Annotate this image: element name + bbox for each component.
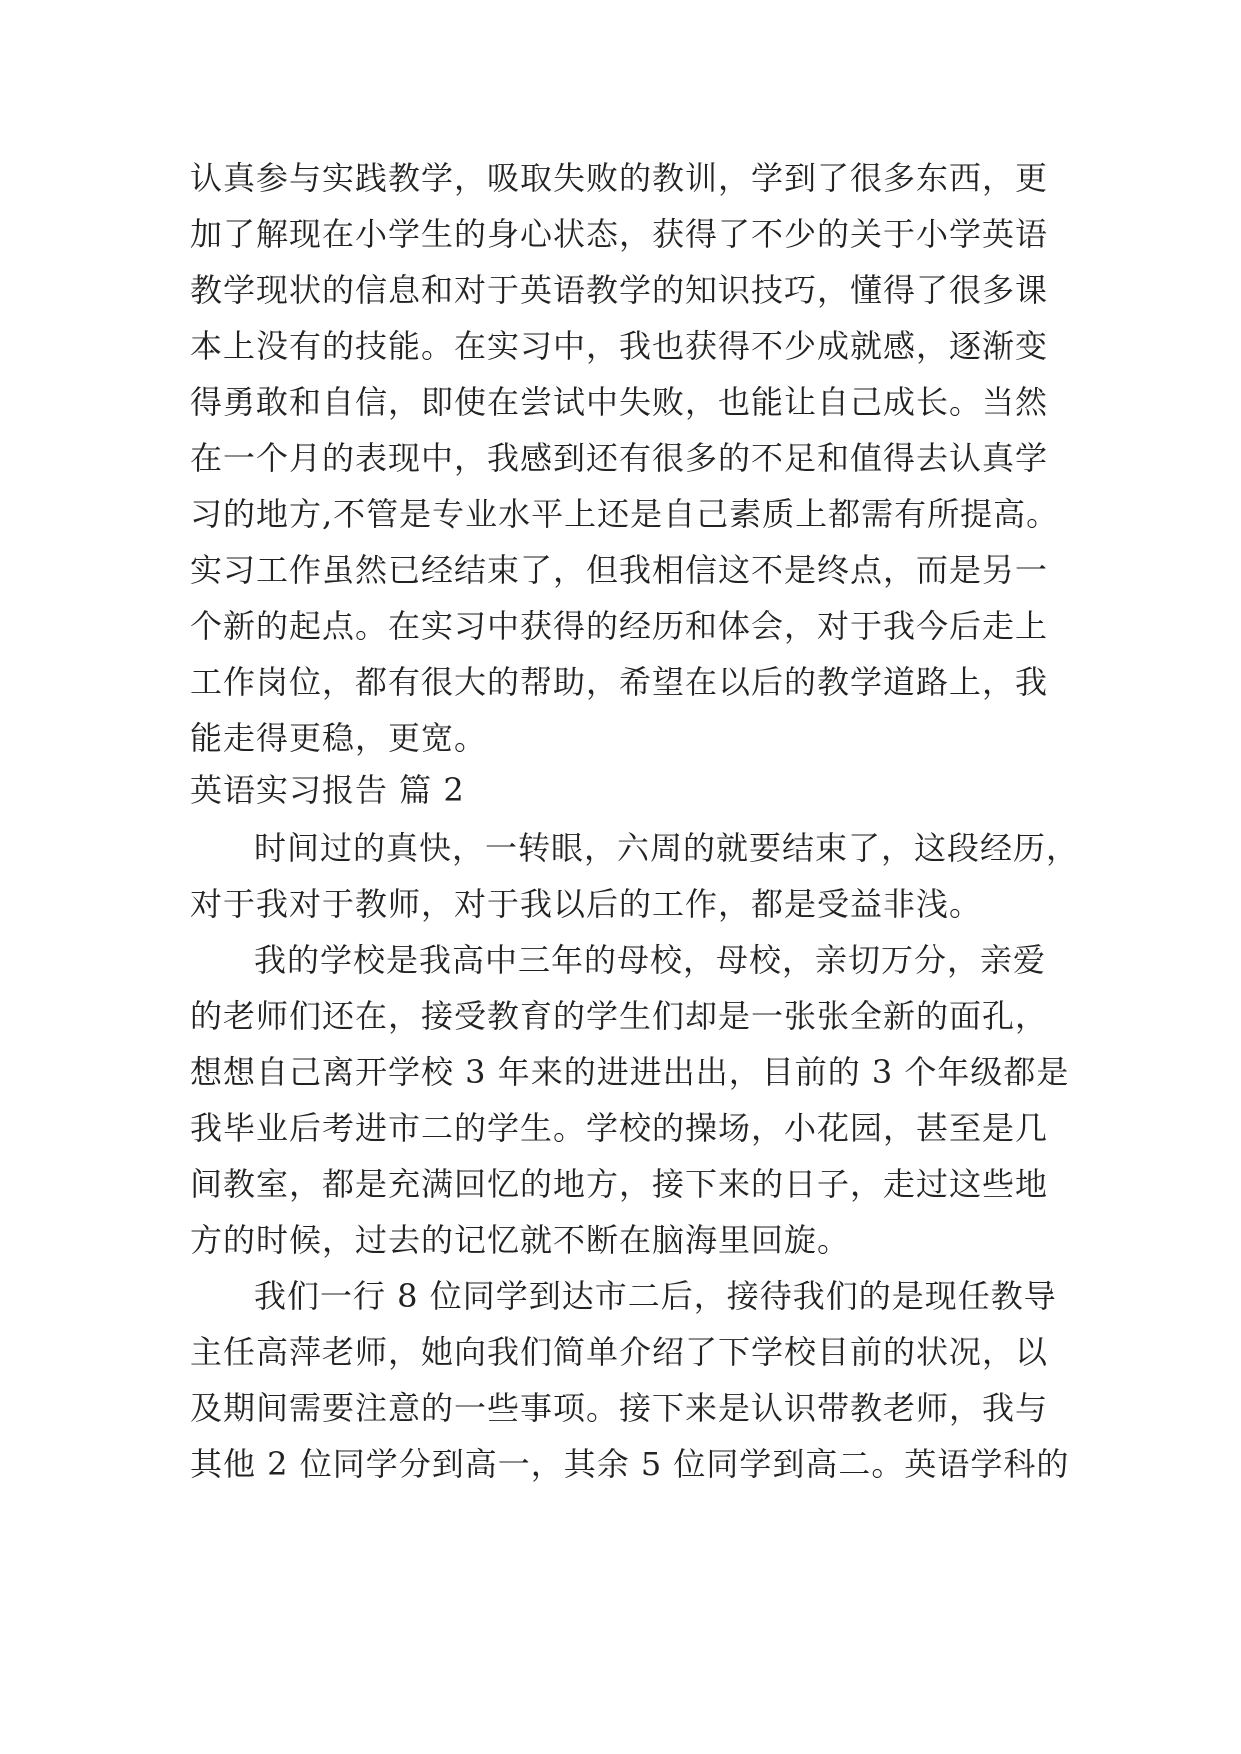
text-line: 本上没有的技能。在实习中，我也获得不少成就感，逐渐变	[190, 327, 1049, 365]
text-line: 的老师们还在，接受教育的学生们却是一张张全新的面孔，	[190, 997, 1049, 1035]
text-line: 方的时候，过去的记忆就不断在脑海里回旋。	[190, 1221, 851, 1259]
text-line: 主任高萍老师，她向我们简单介绍了下学校目前的状况，以	[190, 1333, 1049, 1371]
text-line: 时间过的真快，一转眼，六周的就要结束了，这段经历，	[254, 829, 1080, 867]
text-line: 我们一行 8 位同学到达市二后，接待我们的是现任教导	[254, 1277, 1057, 1315]
text-line: 教学现状的信息和对于英语教学的知识技巧，懂得了很多课	[190, 271, 1049, 309]
text-line: 及期间需要注意的一些事项。接下来是认识带教老师，我与	[190, 1389, 1049, 1427]
text-line: 能走得更稳，更宽。	[190, 719, 488, 757]
section-heading: 英语实习报告 篇 2	[190, 771, 465, 809]
text-line: 在一个月的表现中，我感到还有很多的不足和值得去认真学	[190, 439, 1049, 477]
text-line: 实习工作虽然已经结束了，但我相信这不是终点，而是另一	[190, 551, 1049, 589]
text-line: 其他 2 位同学分到高一，其余 5 位同学到高二。英语学科的	[190, 1445, 1070, 1483]
text-line: 间教室，都是充满回忆的地方，接下来的日子，走过这些地	[190, 1165, 1049, 1203]
text-line: 工作岗位，都有很大的帮助，希望在以后的教学道路上，我	[190, 663, 1049, 701]
text-line: 想想自己离开学校 3 年来的进进出出，目前的 3 个年级都是	[190, 1053, 1070, 1091]
text-line: 对于我对于教师，对于我以后的工作，都是受益非浅。	[190, 885, 983, 923]
text-line: 习的地方,不管是专业水平上还是自己素质上都需有所提高。	[190, 495, 1060, 533]
text-line: 我毕业后考进市二的学生。学校的操场，小花园，甚至是几	[190, 1109, 1049, 1147]
text-line: 我的学校是我高中三年的母校，母校，亲切万分，亲爱	[254, 941, 1047, 979]
text-line: 个新的起点。在实习中获得的经历和体会，对于我今后走上	[190, 607, 1049, 645]
text-line: 认真参与实践教学，吸取失败的教训，学到了很多东西，更	[190, 159, 1049, 197]
text-line: 加了解现在小学生的身心状态，获得了不少的关于小学英语	[190, 215, 1049, 253]
text-line: 得勇敢和自信，即使在尝试中失败，也能让自己成长。当然	[190, 383, 1049, 421]
